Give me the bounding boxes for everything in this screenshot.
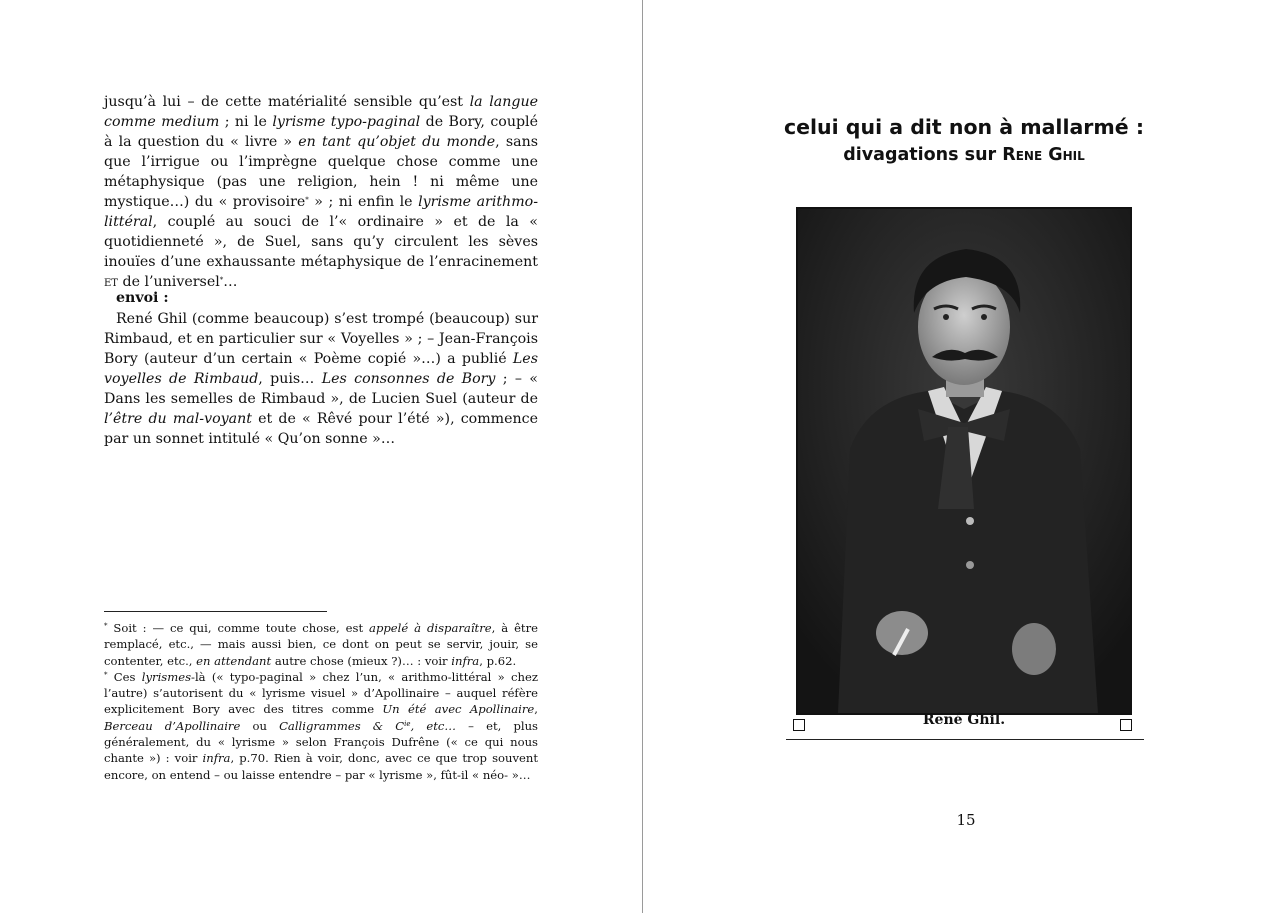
body-paragraph-1: jusqu’à lui – de cette matérialité sensible qu’est la langue comme medium ; ni le lyrisme typo-paginal de Bory, couplé à la question du « livre » en tant qu’objet du monde, sans que l’irrigue ou l’imprègne quelque chose comme une métaphysique (pas une religion, hein ! ni même une mystique…) du « provisoire* » ; ni enfin le lyrisme arithmo-littéral, couplé au souci de l’« ordinaire » et de la « quotidienneté », de Suel, sans qu’y circulent les sèves inouïes d’une exhaussante métaphysique de l’enracinement et de l’universel*… — [104, 94, 538, 290]
body-paragraph-2: René Ghil (comme beaucoup) s’est trompé (beaucoup) sur Rimbaud, et en particulier sur « Voyelles » ; – Jean-François Bory (auteur d’un certain « Poème copié »…) a publié Les voyelles de Rimbaud, puis… Les consonnes de Bory ; – « Dans les semelles de Rimbaud », de Lucien Suel (auteur de l’être du mal-voyant et de « Rêvé pour l’été »), commence par un sonnet intitulé « Qu’on sonne »… — [104, 311, 538, 447]
ornament-corner-right-icon — [1120, 719, 1132, 731]
footnote-1: * Soit : — ce qui, comme toute chose, est appelé à disparaître, à être remplacé, etc., — mais aussi bien, ce dont on peut se servir, jouir, se contenter, etc., en attendant autre chose (mieux ?)… : voir infra, p.62. — [104, 621, 538, 668]
chapter-subtitle: divagations sur Rene Ghil — [843, 145, 1085, 165]
envoi-heading: envoi : — [116, 290, 169, 306]
footnote-separator — [104, 611, 327, 612]
footnote-ref-1[interactable]: * — [305, 196, 309, 204]
page-number: 15 — [956, 811, 976, 829]
footnote-2: * Ces lyrismes-là (« typo-paginal » chez l’un, « arithmo-littéral » chez l’autre) s’autorisent du « lyrisme visuel » d’Apollinaire – auquel réfère explicitement Bory avec des titres comme Un été avec Apollinaire, Berceau d’Apollinaire ou Calligrammes & $C^{ie}$, etc… – et, plus généralement, du « lyrisme » selon François Dufrêne (« ce qui nous chante ») : voir infra, p.70. Rien à voir, donc, avec ce que trop souvent encore, on entend – ou laisse entendre – par « lyrisme », fût-il « néo- »… — [104, 669, 538, 782]
footnotes — [104, 620, 538, 783]
portrait-figure — [786, 193, 1142, 739]
portrait-photo-illustration — [798, 209, 1130, 713]
photo-caption: René Ghil. — [922, 712, 1006, 728]
portrait-photo — [796, 207, 1132, 715]
footnote-ref-2[interactable]: * — [219, 276, 224, 284]
chapter-title: celui qui a dit non à mallarmé : — [783, 115, 1145, 139]
caption-rule — [786, 739, 1144, 740]
